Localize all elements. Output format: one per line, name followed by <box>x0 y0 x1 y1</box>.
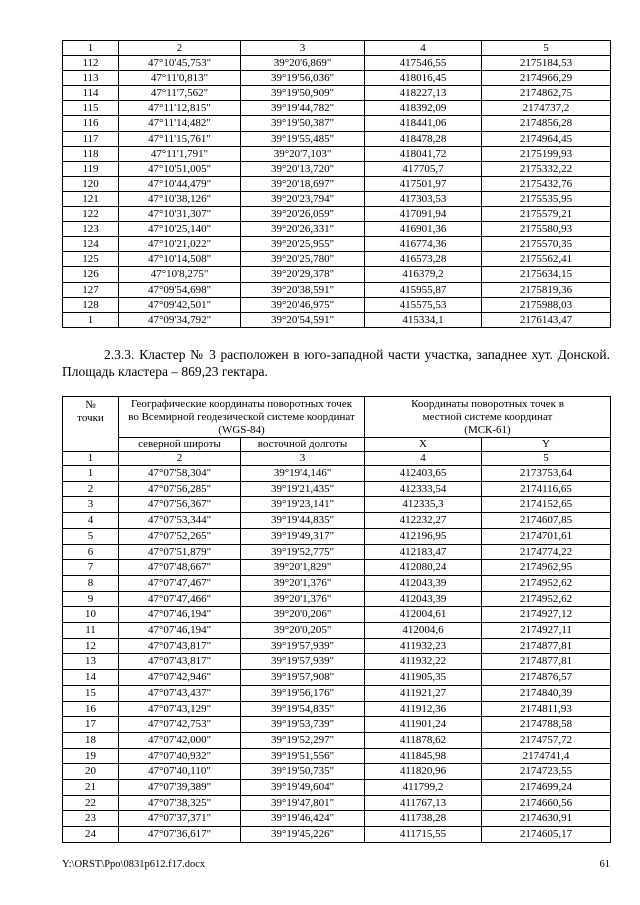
table-cell: 412080,24 <box>365 560 482 576</box>
table-row <box>63 701 611 717</box>
table-cell: 39°20'1,829" <box>241 560 365 576</box>
table-cell: 121 <box>63 191 119 206</box>
table-cell: 415575,53 <box>365 297 482 312</box>
table-row <box>63 623 611 639</box>
table-cell: 47°10'38,126" <box>119 191 241 206</box>
table-cell: 2173753,64 <box>482 466 611 482</box>
table-cell: 39°19'45,226" <box>241 827 365 843</box>
table-cell: 47°09'42,501" <box>119 297 241 312</box>
table-cell: 5 <box>63 528 119 544</box>
table-cell: 47°07'43,437" <box>119 685 241 701</box>
table-cell: 6 <box>63 544 119 560</box>
col-num: 3 <box>241 452 365 466</box>
table-cell: 47°10'21,022" <box>119 237 241 252</box>
table-cell: 411912,36 <box>365 701 482 717</box>
table-cell: 39°19'55,485" <box>241 131 365 146</box>
table-cell: 39°19'44,782" <box>241 101 365 116</box>
table-cell: 411932,22 <box>365 654 482 670</box>
table-row <box>63 591 611 607</box>
table-row <box>63 101 611 116</box>
table-cell: 16 <box>63 701 119 717</box>
table-cell: 2174774,22 <box>482 544 611 560</box>
table-cell: 411905,35 <box>365 670 482 686</box>
table-cell: 126 <box>63 267 119 282</box>
page-number: 61 <box>599 859 610 870</box>
table-cell: 2174737,2 <box>482 101 611 116</box>
table-cell: 47°07'47,466" <box>119 591 241 607</box>
table-cell: 2175535,95 <box>482 191 611 206</box>
table-cell: 39°20'26,059" <box>241 207 365 222</box>
table-cell: 9 <box>63 591 119 607</box>
cluster-3-description: 2.3.3. Кластер № 3 расположен в юго-западной части участка, западнее хут. Донской. Площадь кластера – 869,23 гектара. <box>62 347 610 379</box>
table-cell: 2174699,24 <box>482 780 611 796</box>
column-number-row <box>63 41 611 56</box>
table-cell: 418227,13 <box>365 86 482 101</box>
table-cell: 115 <box>63 101 119 116</box>
coordinates-table-cluster-2 <box>62 40 611 328</box>
col-num: 1 <box>63 452 119 466</box>
col-num: 1 <box>63 41 119 56</box>
table-cell: 2174630,91 <box>482 811 611 827</box>
col-num: 5 <box>482 41 611 56</box>
table-row <box>63 560 611 576</box>
table-cell: 47°07'40,932" <box>119 748 241 764</box>
table-cell: 412043,39 <box>365 575 482 591</box>
table-cell: 47°11'12,815" <box>119 101 241 116</box>
table-cell: 15 <box>63 685 119 701</box>
table-cell: 47°07'46,194" <box>119 623 241 639</box>
table-row <box>63 780 611 796</box>
table-cell: 411799,2 <box>365 780 482 796</box>
col-num: 2 <box>119 41 241 56</box>
table-cell: 39°19'53,739" <box>241 717 365 733</box>
table-row <box>63 513 611 529</box>
table-cell: 47°07'43,817" <box>119 654 241 670</box>
table-cell: 418392,09 <box>365 101 482 116</box>
table-cell: 39°19'52,297" <box>241 732 365 748</box>
table-cell: 47°07'43,129" <box>119 701 241 717</box>
table-row <box>63 237 611 252</box>
msk61-header: Координаты поворотных точек в местной системе координат (МСК-61) <box>365 397 611 438</box>
table-cell: 411715,55 <box>365 827 482 843</box>
table-row <box>63 312 611 327</box>
table-cell: 8 <box>63 575 119 591</box>
table-cell: 2174741,4 <box>482 748 611 764</box>
table-cell: 412043,39 <box>365 591 482 607</box>
table-cell: 2174964,45 <box>482 131 611 146</box>
table-cell: 2174927,12 <box>482 607 611 623</box>
table-cell: 47°09'54,698" <box>119 282 241 297</box>
table-row <box>63 795 611 811</box>
table-cell: 2174723,55 <box>482 764 611 780</box>
table-cell: 47°09'34,792" <box>119 312 241 327</box>
table-cell: 2175199,93 <box>482 146 611 161</box>
table-row <box>63 297 611 312</box>
table-row <box>63 222 611 237</box>
table-cell: 418441,06 <box>365 116 482 131</box>
table-cell: 128 <box>63 297 119 312</box>
table-cell: 2174701,61 <box>482 528 611 544</box>
table-cell: 2175988,03 <box>482 297 611 312</box>
table-cell: 39°20'18,697" <box>241 176 365 191</box>
table-row <box>63 717 611 733</box>
table-cell: 47°07'37,371" <box>119 811 241 827</box>
table-cell: 17 <box>63 717 119 733</box>
table-cell: 417501,97 <box>365 176 482 191</box>
table-row <box>63 146 611 161</box>
table-cell: 47°11'15,761" <box>119 131 241 146</box>
table-cell: 417091,94 <box>365 207 482 222</box>
col-num: 5 <box>482 452 611 466</box>
table-cell: 47°07'46,194" <box>119 607 241 623</box>
table-cell: 24 <box>63 827 119 843</box>
table-cell: 23 <box>63 811 119 827</box>
table-cell: 47°07'51,879" <box>119 544 241 560</box>
table-cell: 2174952,62 <box>482 575 611 591</box>
table-cell: 47°07'56,367" <box>119 497 241 513</box>
table-cell: 2174962,95 <box>482 560 611 576</box>
table-cell: 417303,53 <box>365 191 482 206</box>
table-cell: 2175634,15 <box>482 267 611 282</box>
table-cell: 122 <box>63 207 119 222</box>
table-cell: 2174607,85 <box>482 513 611 529</box>
table-cell: 415955,87 <box>365 282 482 297</box>
table-row <box>63 544 611 560</box>
table-cell: 411921,27 <box>365 685 482 701</box>
table-cell: 39°20'6,869" <box>241 56 365 71</box>
table-cell: 19 <box>63 748 119 764</box>
wgs84-header: Географические координаты поворотных точек во Всемирной геодезической системе координат (WGS-84) <box>119 397 365 438</box>
table-row <box>63 748 611 764</box>
table-row <box>63 607 611 623</box>
table-cell: 411767,13 <box>365 795 482 811</box>
table-row <box>63 116 611 131</box>
table-cell: 415334,1 <box>365 312 482 327</box>
table-cell: 39°20'1,376" <box>241 591 365 607</box>
table-row <box>63 575 611 591</box>
table-cell: 418016,45 <box>365 71 482 86</box>
table-cell: 2175432,76 <box>482 176 611 191</box>
table-cell: 47°11'0,813" <box>119 71 241 86</box>
table-cell: 39°20'25,955" <box>241 237 365 252</box>
table-cell: 47°11'14,482" <box>119 116 241 131</box>
table-cell: 47°07'42,753" <box>119 717 241 733</box>
table-cell: 3 <box>63 497 119 513</box>
table-row <box>63 466 611 482</box>
table-cell: 47°11'1,791" <box>119 146 241 161</box>
table-cell: 39°19'44,835" <box>241 513 365 529</box>
table-cell: 412004,61 <box>365 607 482 623</box>
table-row <box>63 528 611 544</box>
table-cell: 2174877,81 <box>482 638 611 654</box>
table-cell: 2174877,81 <box>482 654 611 670</box>
table-row <box>63 670 611 686</box>
table-cell: 13 <box>63 654 119 670</box>
table-row <box>63 732 611 748</box>
table-cell: 416573,28 <box>365 252 482 267</box>
col-num: 4 <box>365 452 482 466</box>
col-num: 3 <box>241 41 365 56</box>
table-row <box>63 827 611 843</box>
table-cell: 2175819,36 <box>482 282 611 297</box>
table-cell: 2174856,28 <box>482 116 611 131</box>
table-cell: 47°10'31,307" <box>119 207 241 222</box>
table-cell: 118 <box>63 146 119 161</box>
table-cell: 2174927,11 <box>482 623 611 639</box>
table-cell: 39°19'21,435" <box>241 481 365 497</box>
table-cell: 47°10'14,508" <box>119 252 241 267</box>
table-cell: 39°20'38,591" <box>241 282 365 297</box>
table-cell: 2174605,17 <box>482 827 611 843</box>
table-cell: 2174952,62 <box>482 591 611 607</box>
table-cell: 39°20'29,378" <box>241 267 365 282</box>
y-header: Y <box>482 438 611 452</box>
table-cell: 20 <box>63 764 119 780</box>
table-cell: 47°07'42,946" <box>119 670 241 686</box>
table-cell: 47°10'51,005" <box>119 161 241 176</box>
table-cell: 39°20'1,376" <box>241 575 365 591</box>
table-cell: 2175562,41 <box>482 252 611 267</box>
table-cell: 39°19'4,146" <box>241 466 365 482</box>
table-row <box>63 764 611 780</box>
table-row <box>63 638 611 654</box>
table-cell: 47°07'36,617" <box>119 827 241 843</box>
table-cell: 39°19'49,317" <box>241 528 365 544</box>
table-cell: 47°07'56,285" <box>119 481 241 497</box>
col-num: 4 <box>365 41 482 56</box>
table-row <box>63 86 611 101</box>
table-cell: 22 <box>63 795 119 811</box>
table-cell: 39°19'50,909" <box>241 86 365 101</box>
table-cell: 39°20'7,103" <box>241 146 365 161</box>
table-cell: 39°20'54,591" <box>241 312 365 327</box>
table-row <box>63 481 611 497</box>
table-row <box>63 131 611 146</box>
table-cell: 10 <box>63 607 119 623</box>
table-cell: 39°19'49,604" <box>241 780 365 796</box>
table-cell: 47°07'47,467" <box>119 575 241 591</box>
table-cell: 2174840,39 <box>482 685 611 701</box>
x-header: X <box>365 438 482 452</box>
table-cell: 411820,96 <box>365 764 482 780</box>
table-cell: 39°19'57,939" <box>241 638 365 654</box>
table-row <box>63 654 611 670</box>
table-cell: 412403,65 <box>365 466 482 482</box>
table-row <box>63 71 611 86</box>
table-cell: 47°07'48,667" <box>119 560 241 576</box>
table-cell: 116 <box>63 116 119 131</box>
table-cell: 39°20'23,794" <box>241 191 365 206</box>
table-row <box>63 282 611 297</box>
table-cell: 112 <box>63 56 119 71</box>
table-cell: 2175184,53 <box>482 56 611 71</box>
table-cell: 412232,27 <box>365 513 482 529</box>
point-number-header: № точки <box>63 397 119 452</box>
table-cell: 39°20'26,331" <box>241 222 365 237</box>
longitude-header: восточной долготы <box>241 438 365 452</box>
table-cell: 2175570,35 <box>482 237 611 252</box>
table-row <box>63 811 611 827</box>
table-cell: 2175332,22 <box>482 161 611 176</box>
table-cell: 39°19'56,176" <box>241 685 365 701</box>
table-cell: 14 <box>63 670 119 686</box>
table-row <box>63 207 611 222</box>
table-cell: 411845,98 <box>365 748 482 764</box>
table-cell: 7 <box>63 560 119 576</box>
table-cell: 417705,7 <box>365 161 482 176</box>
table-cell: 39°20'0,205" <box>241 623 365 639</box>
table-cell: 47°10'45,753" <box>119 56 241 71</box>
table-cell: 418041,72 <box>365 146 482 161</box>
table-cell: 2174152,65 <box>482 497 611 513</box>
table-cell: 411738,28 <box>365 811 482 827</box>
table-cell: 416901,36 <box>365 222 482 237</box>
table-cell: 2 <box>63 481 119 497</box>
table-cell: 47°11'7,562" <box>119 86 241 101</box>
table-cell: 123 <box>63 222 119 237</box>
table-cell: 119 <box>63 161 119 176</box>
table-row <box>63 191 611 206</box>
table-cell: 39°20'25,780" <box>241 252 365 267</box>
table-cell: 39°19'46,424" <box>241 811 365 827</box>
table-cell: 39°19'57,939" <box>241 654 365 670</box>
table-cell: 2174788,58 <box>482 717 611 733</box>
table-cell: 4 <box>63 513 119 529</box>
table-cell: 39°20'0,206" <box>241 607 365 623</box>
table-cell: 412196,95 <box>365 528 482 544</box>
table-cell: 113 <box>63 71 119 86</box>
table-cell: 2174660,56 <box>482 795 611 811</box>
table-cell: 2174757,72 <box>482 732 611 748</box>
table-cell: 412333,54 <box>365 481 482 497</box>
table-subheader-row <box>63 438 611 452</box>
file-path: Y:\ORST\Ppo\0831p612.f17.docx <box>62 859 206 870</box>
table-cell: 411932,23 <box>365 638 482 654</box>
table-cell: 47°07'40,110" <box>119 764 241 780</box>
table-cell: 120 <box>63 176 119 191</box>
table-cell: 47°07'38,325" <box>119 795 241 811</box>
table-cell: 416774,36 <box>365 237 482 252</box>
table-row <box>63 267 611 282</box>
table-row <box>63 176 611 191</box>
table-cell: 39°19'57,908" <box>241 670 365 686</box>
table-cell: 417546,55 <box>365 56 482 71</box>
table-cell: 2174116,65 <box>482 481 611 497</box>
table-header-row <box>63 397 611 438</box>
table-cell: 2174862,75 <box>482 86 611 101</box>
table-cell: 39°20'13,720" <box>241 161 365 176</box>
table-cell: 124 <box>63 237 119 252</box>
table-cell: 416379,2 <box>365 267 482 282</box>
table-row <box>63 685 611 701</box>
table-cell: 2175580,93 <box>482 222 611 237</box>
table-cell: 125 <box>63 252 119 267</box>
table-cell: 39°19'47,801" <box>241 795 365 811</box>
table-cell: 47°07'58,304" <box>119 466 241 482</box>
table-cell: 1 <box>63 312 119 327</box>
table-cell: 39°19'50,735" <box>241 764 365 780</box>
table-cell: 127 <box>63 282 119 297</box>
table-cell: 47°10'44,479" <box>119 176 241 191</box>
table-cell: 2174966,29 <box>482 71 611 86</box>
table-cell: 411901,24 <box>365 717 482 733</box>
table-cell: 39°20'46,975" <box>241 297 365 312</box>
table-cell: 2175579,21 <box>482 207 611 222</box>
table-cell: 117 <box>63 131 119 146</box>
table-cell: 2176143,47 <box>482 312 611 327</box>
table-cell: 21 <box>63 780 119 796</box>
table-cell: 412004,6 <box>365 623 482 639</box>
table-cell: 47°07'39,389" <box>119 780 241 796</box>
table-cell: 39°19'54,835" <box>241 701 365 717</box>
table-cell: 18 <box>63 732 119 748</box>
latitude-header: северной широты <box>119 438 241 452</box>
table-cell: 418478,28 <box>365 131 482 146</box>
table-cell: 2174811,93 <box>482 701 611 717</box>
table-cell: 47°10'25,140" <box>119 222 241 237</box>
table-cell: 47°07'42,000" <box>119 732 241 748</box>
table-cell: 11 <box>63 623 119 639</box>
table-row <box>63 497 611 513</box>
table-cell: 2174876,57 <box>482 670 611 686</box>
table-cell: 39°19'23,141" <box>241 497 365 513</box>
table-cell: 39°19'51,556" <box>241 748 365 764</box>
table-cell: 47°07'52,265" <box>119 528 241 544</box>
table-row <box>63 252 611 267</box>
column-number-row <box>63 452 611 466</box>
table-cell: 47°10'8,275" <box>119 267 241 282</box>
table-cell: 114 <box>63 86 119 101</box>
col-num: 2 <box>119 452 241 466</box>
table-cell: 47°07'43,817" <box>119 638 241 654</box>
coordinates-table-cluster-3 <box>62 396 611 843</box>
table-cell: 39°19'52,775" <box>241 544 365 560</box>
table-cell: 1 <box>63 466 119 482</box>
table-row <box>63 56 611 71</box>
table-row <box>63 161 611 176</box>
table-cell: 412335,3 <box>365 497 482 513</box>
table-cell: 412183,47 <box>365 544 482 560</box>
table-cell: 39°19'50,387" <box>241 116 365 131</box>
table-cell: 12 <box>63 638 119 654</box>
table-cell: 39°19'56,036" <box>241 71 365 86</box>
table-cell: 47°07'53,344" <box>119 513 241 529</box>
table-cell: 411878,62 <box>365 732 482 748</box>
